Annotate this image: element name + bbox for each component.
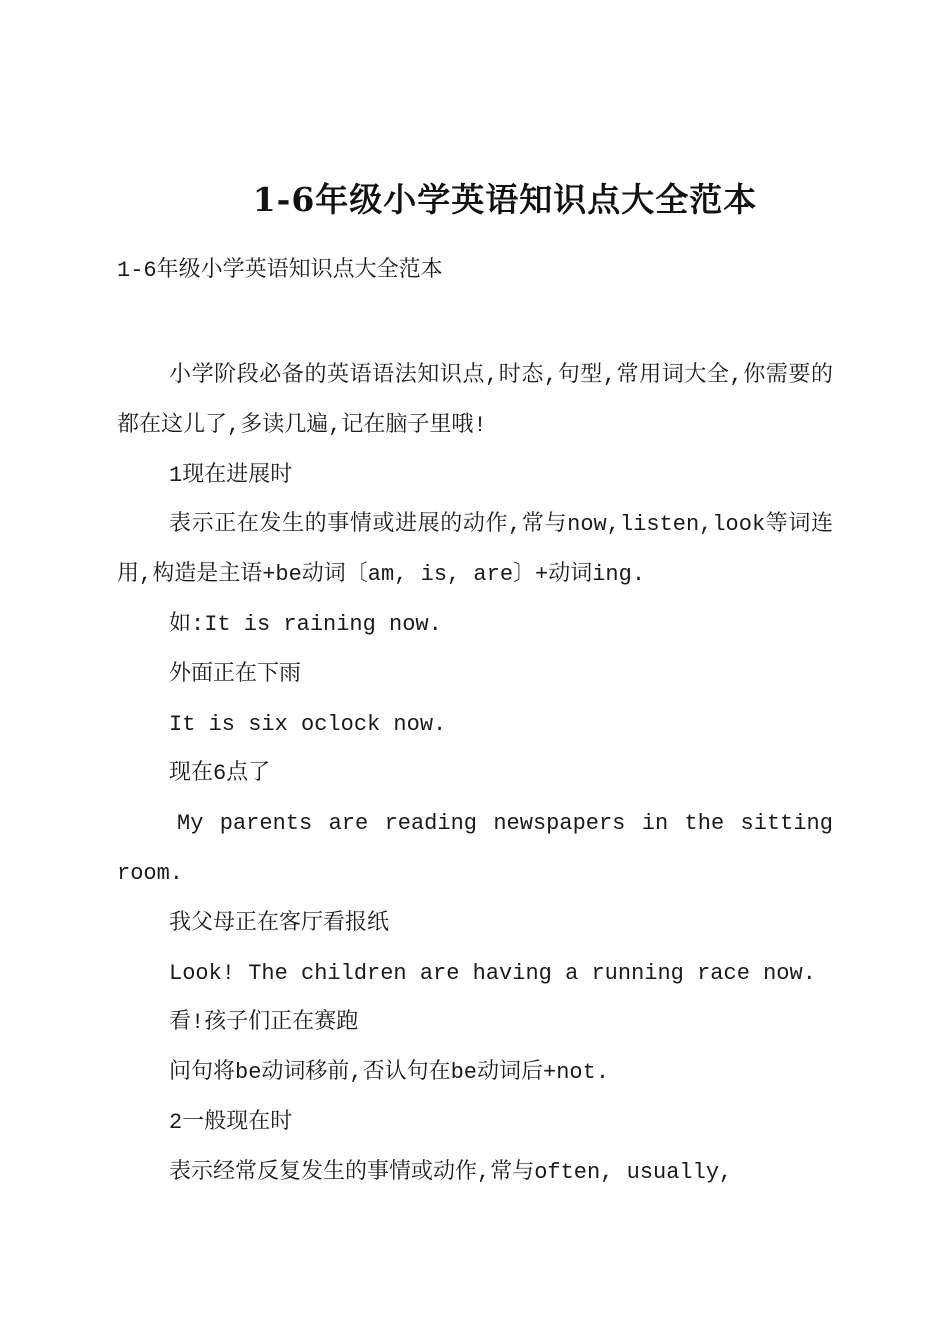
example-3-word: newspapers — [493, 811, 626, 837]
example-4-english: Look! The children are having a running race now. — [169, 960, 816, 986]
example-3-word: the — [684, 811, 725, 837]
document-subtitle: 1-6年级小学英语知识点大全范本 — [117, 258, 443, 283]
definition-paragraph-2: 表示经常反复发生的事情或动作,常与often, usually, — [169, 1159, 733, 1185]
example-1-english: 如:It is raining now. — [169, 611, 442, 637]
example-3-word: My — [177, 811, 204, 837]
rule-paragraph-1: 问句将be动词移前,否认句在be动词后+not. — [169, 1060, 610, 1086]
example-3-english-tail: room. — [117, 860, 184, 886]
example-3-word: sitting — [740, 811, 833, 837]
definition-paragraph-1: 表示正在发生的事情或进展的动作,常与now,listen,look等词连用,构造是主语+be动词〔am, is, are〕+动词ing. — [117, 512, 833, 588]
document-title: 1-6年级小学英语知识点大全范本 — [252, 180, 758, 219]
example-2-chinese: 现在6点了 — [169, 761, 271, 787]
example-3-word: parents — [219, 811, 313, 837]
example-3-word: in — [641, 811, 669, 837]
section-heading-2: 2一般现在时 — [169, 1109, 293, 1135]
section-heading-1: 1现在进展时 — [169, 462, 293, 488]
example-4-chinese: 看!孩子们正在赛跑 — [169, 1010, 359, 1036]
example-3-word: are — [328, 811, 369, 837]
example-2-english: It is six oclock now. — [169, 711, 447, 737]
example-3-chinese: 我父母正在客厅看报纸 — [169, 910, 390, 936]
example-3-word: reading — [384, 811, 477, 837]
document-body — [117, 351, 833, 1198]
example-1-chinese: 外面正在下雨 — [169, 661, 302, 687]
example-3-english-line — [117, 799, 833, 849]
intro-paragraph: 小学阶段必备的英语语法知识点,时态,句型,常用词大全,你需要的都在这儿了,多读几遍,记在脑子里哦! — [117, 363, 833, 438]
